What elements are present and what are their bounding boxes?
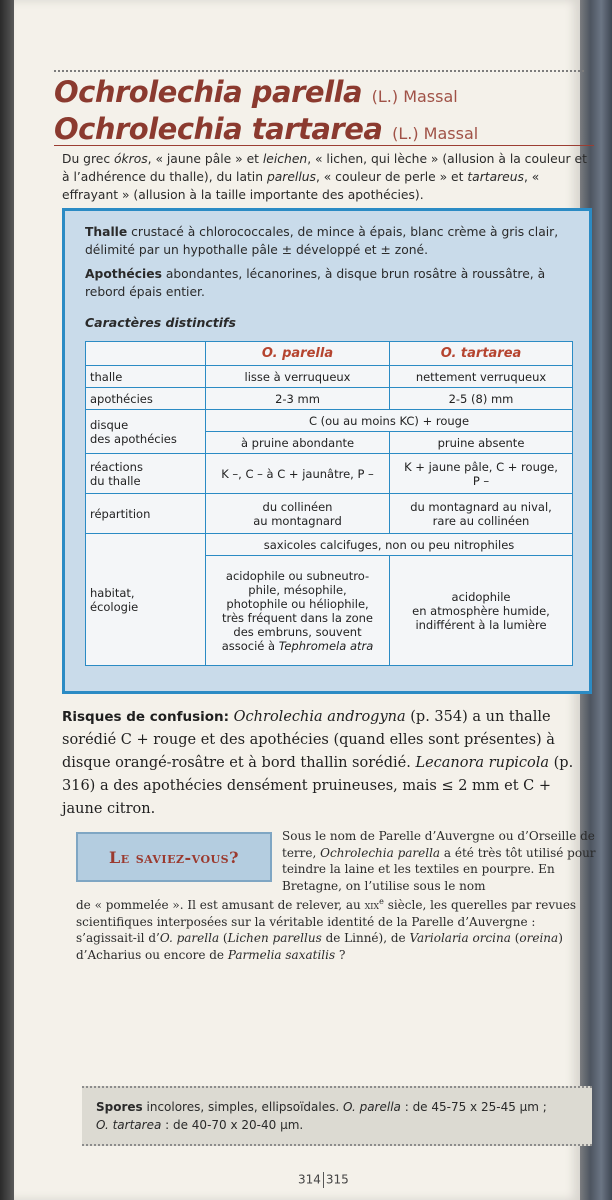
table-row bbox=[86, 534, 573, 556]
cell-text: en atmosphère humide, bbox=[412, 603, 550, 618]
etym-term: ókros bbox=[114, 152, 148, 166]
cell-reactions-parella: K –, C – à C + jaunâtre, P – bbox=[206, 454, 390, 494]
author-tartarea: (L.) Massal bbox=[392, 124, 479, 143]
species-ref: Ochrolechia parella bbox=[320, 845, 441, 860]
etym-text: , « lichen, qui lèche » (allusion à la couleur et à l’adhérence du thalle), du latin bbox=[62, 152, 587, 184]
cell-disque-parella: à pruine abondante bbox=[206, 432, 390, 454]
species-name-tartarea: Ochrolechia tartarea bbox=[54, 112, 383, 146]
row-label-repartition: répartition bbox=[86, 494, 206, 534]
book-page bbox=[14, 0, 596, 1200]
col-header-tartarea: O. tartarea bbox=[390, 342, 573, 366]
table-row bbox=[86, 410, 573, 432]
spores-text: : de 45-75 x 25-45 µm ; bbox=[400, 1100, 547, 1114]
row-label-apothecies: apothécies bbox=[86, 388, 206, 410]
saviez-text: ? bbox=[335, 947, 346, 962]
cell-text: K + jaune pâle, C + rouge, bbox=[404, 459, 558, 474]
risques-text: (p. 316) a des apothécies densément pruineuses, mais ≤ 2 mm et C + jaune citron. bbox=[62, 755, 574, 817]
saviez-text: siècle, les querelles par revues scientifiques interposées sur la véritable identité de la Parelle d’Auvergne : s’agissait-il d’ bbox=[76, 898, 577, 945]
species-ref: Lecanora rupicola bbox=[415, 755, 550, 771]
species-ref: O. parella bbox=[342, 1100, 401, 1114]
title-line-1 bbox=[54, 76, 594, 113]
saviez-text-bottom bbox=[76, 894, 598, 963]
row-label-text: habitat, bbox=[90, 585, 135, 600]
page-number-right: 315 bbox=[325, 1172, 349, 1187]
spores-text: : de 40-70 x 20-40 µm. bbox=[161, 1118, 304, 1132]
description-box bbox=[62, 208, 592, 694]
cell-disque-tartarea: pruine absente bbox=[390, 432, 573, 454]
etym-term: parellus bbox=[266, 170, 316, 184]
title-underline bbox=[54, 145, 594, 146]
saviez-text: a été très tôt utilisé pour teindre la laine et les textiles en pourpre. En Bretagne, on l’utilise sous le nom bbox=[282, 845, 596, 893]
cell-text: P – bbox=[472, 473, 490, 488]
cell-text: très fréquent dans la zone bbox=[221, 610, 374, 625]
etym-text: , « couleur de perle » et bbox=[315, 170, 468, 184]
table-corner bbox=[86, 342, 206, 366]
cell-reactions-tartarea bbox=[390, 454, 573, 494]
cell-thalle-tartarea: nettement verruqueux bbox=[390, 366, 573, 388]
species-ref: Parmelia saxatilis bbox=[227, 947, 336, 962]
cell-text: du collinéen bbox=[262, 499, 333, 514]
risques-label: Risques de confusion: bbox=[62, 709, 230, 725]
top-dotted-rule bbox=[54, 70, 584, 72]
row-label-text: des apothécies bbox=[90, 431, 177, 446]
saviez-vous-heading: Le saviez-vous? bbox=[76, 832, 272, 882]
table-row bbox=[86, 454, 573, 494]
saviez-text: ) d’Acharius ou encore de bbox=[76, 931, 563, 962]
etym-term: leichen bbox=[262, 152, 308, 166]
row-label-text: réactions bbox=[90, 459, 143, 474]
row-label-thalle: thalle bbox=[86, 366, 206, 388]
col-header-parella: O. parella bbox=[206, 342, 390, 366]
row-label-reactions bbox=[86, 454, 206, 494]
caracteres-title: Caractères distinctifs bbox=[85, 315, 236, 330]
table-row bbox=[86, 366, 573, 388]
cell-apothecies-tartarea: 2-5 (8) mm bbox=[390, 388, 573, 410]
risques-text: (p. 354) a un thalle sorédié C + rouge et des apothécies (quand elles sont présentes) à disque orangé-rosâtre et à bord thallin sorédié. bbox=[62, 709, 555, 771]
cell-habitat-tartarea bbox=[390, 556, 573, 666]
spores-text: incolores, simples, ellipsoïdales. bbox=[142, 1100, 343, 1114]
row-label-text: disque bbox=[90, 417, 129, 432]
saviez-text: de « pommelée ». Il est amusant de relever, au bbox=[76, 898, 365, 912]
species-ref: Variolaria orcina bbox=[409, 931, 511, 945]
species-ref: Lichen parellus bbox=[227, 931, 322, 945]
saviez-text-top bbox=[282, 828, 598, 894]
saviez-text: ( bbox=[219, 931, 228, 945]
table-row bbox=[86, 494, 573, 534]
etym-text: , « jaune pâle » et bbox=[147, 152, 263, 166]
etym-text: , « effrayant » (allusion à la taille importante des apothécies). bbox=[62, 170, 540, 202]
author-parella: (L.) Massal bbox=[371, 87, 458, 106]
cell-text: acidophile ou subneutro- bbox=[225, 568, 370, 583]
species-name-parella: Ochrolechia parella bbox=[54, 75, 363, 109]
cell-repartition-tartarea bbox=[390, 494, 573, 534]
cell-text: associé à bbox=[221, 638, 279, 653]
cell-repartition-parella bbox=[206, 494, 390, 534]
row-label-habitat bbox=[86, 534, 206, 666]
page-number-left: 314 bbox=[298, 1172, 321, 1187]
apothecies-description bbox=[85, 265, 580, 301]
cell-text: acidophile bbox=[451, 589, 511, 604]
cell-disque-shared: C (ou au moins KC) + rouge bbox=[206, 410, 573, 432]
risques-paragraph bbox=[62, 706, 592, 821]
book-binding-left bbox=[0, 0, 14, 1200]
cell-thalle-parella: lisse à verruqueux bbox=[206, 366, 390, 388]
century-suffix: e bbox=[379, 897, 384, 906]
thalle-label: Thalle bbox=[85, 225, 128, 239]
cell-text: photophile ou héliophile, bbox=[226, 596, 369, 611]
table-header-row bbox=[86, 342, 573, 366]
spores-box bbox=[82, 1086, 592, 1146]
comparison-table bbox=[85, 341, 573, 666]
species-ref: O. parella bbox=[159, 931, 220, 945]
apothecies-text: abondantes, lécanorines, à disque brun rosâtre à roussâtre, à rebord épais entier. bbox=[85, 267, 546, 299]
species-ref: Ochrolechia androgyna bbox=[233, 709, 406, 725]
etym-text: Du grec bbox=[62, 152, 114, 166]
etymology-paragraph bbox=[62, 150, 592, 204]
saviez-text: de Linné), de bbox=[321, 931, 410, 945]
cell-text: au montagnard bbox=[253, 513, 342, 528]
cell-text: indifférent à la lumière bbox=[415, 617, 547, 632]
row-label-disque bbox=[86, 410, 206, 454]
cell-text: des embruns, souvent bbox=[233, 624, 362, 639]
species-ref: O. tartarea bbox=[96, 1118, 162, 1132]
page-numbers bbox=[298, 1172, 349, 1188]
species-ref: oreina bbox=[519, 931, 559, 945]
cell-text: du montagnard au nival, bbox=[410, 499, 552, 514]
species-title bbox=[54, 76, 594, 150]
row-label-text: du thalle bbox=[90, 473, 141, 488]
century-numeral: xix bbox=[364, 898, 380, 912]
row-label-text: écologie bbox=[90, 599, 139, 614]
etym-term: tartareus bbox=[467, 170, 524, 184]
page-separator bbox=[323, 1172, 324, 1188]
table-row bbox=[86, 388, 573, 410]
saviez-text: ( bbox=[510, 931, 520, 945]
thalle-text: crustacé à chlorococcales, de mince à épais, blanc crème à gris clair, délimité par un hypothalle pâle ± développé et ± zoné. bbox=[85, 225, 559, 257]
cell-apothecies-parella: 2-3 mm bbox=[206, 388, 390, 410]
cell-habitat-parella bbox=[206, 556, 390, 666]
cell-species: Tephromela atra bbox=[278, 638, 374, 653]
cell-text: phile, mésophile, bbox=[248, 582, 347, 597]
saviez-text: Sous le nom de Parelle d’Auvergne ou d’Orseille de terre, bbox=[282, 829, 595, 860]
spores-label: Spores bbox=[96, 1100, 143, 1114]
cell-habitat-shared: saxicoles calcifuges, non ou peu nitrophiles bbox=[206, 534, 573, 556]
thalle-description bbox=[85, 223, 580, 259]
cell-text: rare au collinéen bbox=[432, 513, 530, 528]
apothecies-label: Apothécies bbox=[85, 267, 162, 281]
